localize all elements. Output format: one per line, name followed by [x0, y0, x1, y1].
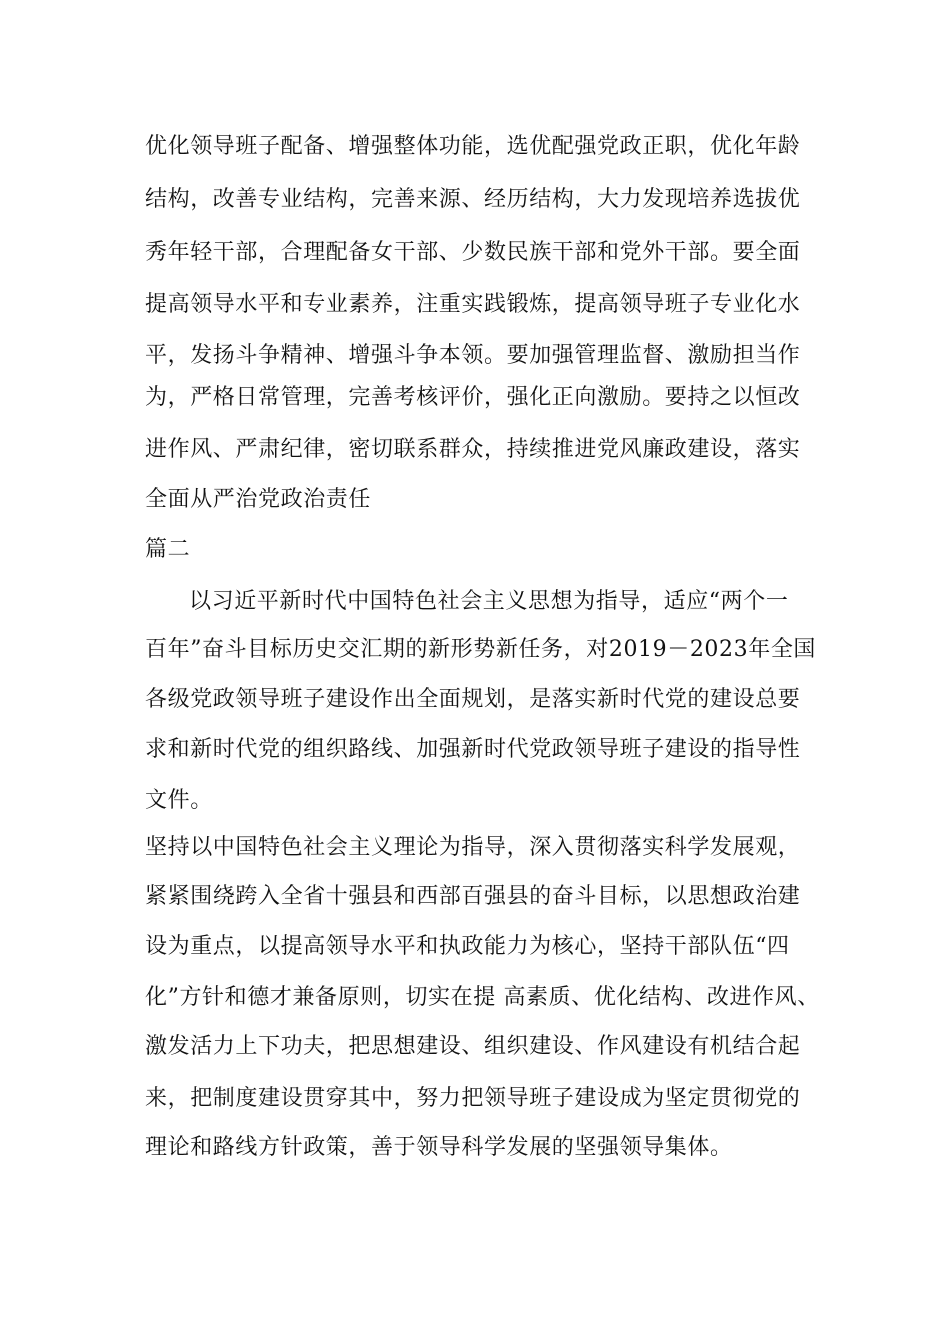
section-heading: 篇二 — [145, 537, 191, 562]
paragraph-line: 文件。 — [145, 788, 213, 813]
paragraph-line: 百年”奋斗目标历史交汇期的新形势新任务，对2019－2023年全国 — [145, 637, 817, 662]
paragraph-line: 各级党政领导班子建设作出全面规划，是落实新时代党的建设总要 — [145, 687, 801, 712]
paragraph-line: 求和新时代党的组织路线、加强新时代党政领导班子建设的指导性 — [145, 737, 801, 762]
paragraph-line: 秀年轻干部，合理配备女干部、少数民族干部和党外干部。要全面 — [145, 240, 801, 265]
paragraph-line: 提高领导水平和专业素养，注重实践锻炼，提高领导班子专业化水 — [145, 292, 801, 317]
paragraph-line: 进作风、严肃纪律，密切联系群众，持续推进党风廉政建设，落实 — [145, 437, 801, 462]
paragraph-line: 设为重点，以提高领导水平和执政能力为核心，坚持干部队伍“四 — [145, 934, 790, 959]
paragraph-line: 化”方针和德才兼备原则，切实在提 高素质、优化结构、改进作风、 — [145, 985, 820, 1010]
paragraph-line: 来，把制度建设贯穿其中，努力把领导班子建设成为坚定贯彻党的 — [145, 1086, 801, 1111]
paragraph-line: 以习近平新时代中国特色社会主义思想为指导，适应“两个一 — [189, 589, 789, 614]
paragraph-line: 激发活力上下功夫，把思想建设、组织建设、作风建设有机结合起 — [145, 1034, 801, 1059]
paragraph-line: 紧紧围绕跨入全省十强县和西部百强县的奋斗目标，以思想政治建 — [145, 884, 801, 909]
paragraph-line: 为，严格日常管理，完善考核评价，强化正向激励。要持之以恒改 — [145, 385, 801, 410]
paragraph-line: 优化领导班子配备、增强整体功能，选优配强党政正职，优化年龄 — [145, 134, 801, 159]
paragraph-line: 坚持以中国特色社会主义理论为指导，深入贯彻落实科学发展观， — [145, 835, 801, 860]
paragraph-line: 结构，改善专业结构，完善来源、经历结构，大力发现培养选拔优 — [145, 187, 801, 212]
paragraph-line: 全面从严治党政治责任 — [145, 487, 372, 512]
paragraph-line: 平，发扬斗争精神、增强斗争本领。要加强管理监督、激励担当作 — [145, 343, 801, 368]
paragraph-line: 理论和路线方针政策，善于领导科学发展的坚强领导集体。 — [145, 1135, 733, 1160]
